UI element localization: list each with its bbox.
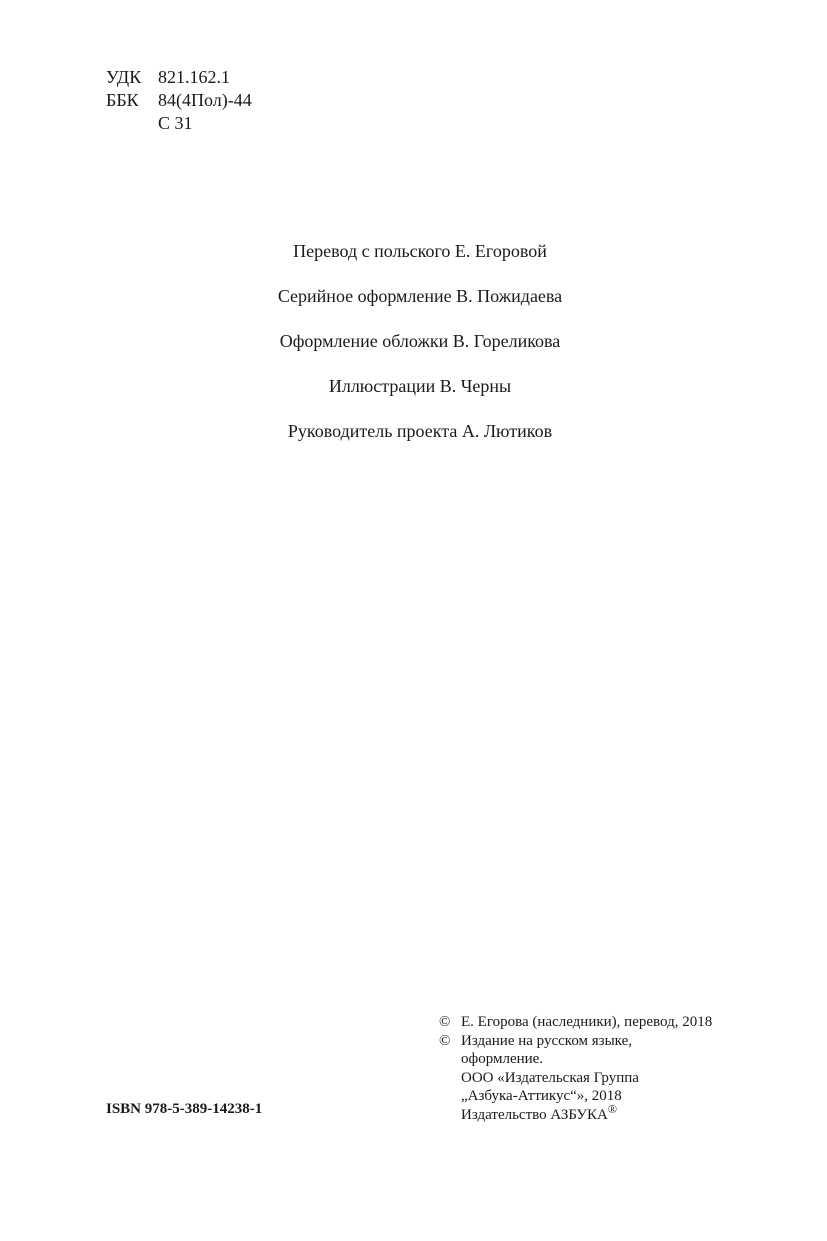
credits-block: [0, 238, 827, 463]
udk-label: УДК: [106, 67, 142, 87]
copyright-line: ООО «Издательская Группа: [461, 1069, 639, 1086]
bbk-row: [106, 89, 252, 112]
udk-value: 821.162.1: [158, 67, 230, 87]
copyright-line: „Азбука-Аттикус“», 2018: [461, 1088, 622, 1104]
copyright-line: Е. Егорова (наследники), перевод, 2018: [461, 1014, 713, 1030]
credit-cover-design: Оформление обложки В. Гореликова: [279, 331, 561, 351]
registered-mark-icon: ®: [607, 1101, 618, 1116]
classification-block: [106, 66, 252, 135]
copyright-edition: [439, 1032, 759, 1125]
copyright-icon: ©: [439, 1032, 451, 1049]
copyright-publisher-line: [461, 1101, 639, 1125]
copyright-line: оформление.: [461, 1051, 544, 1067]
copyright-line: Издание на русском языке,: [461, 1032, 632, 1049]
udk-row: [106, 66, 252, 89]
copyright-translation: [439, 1013, 759, 1032]
copyright-icon: ©: [439, 1014, 451, 1030]
isbn: ISBN 978-5-389-14238-1: [106, 1101, 263, 1117]
credit-project-lead: Руководитель проекта А. Лютиков: [287, 421, 553, 441]
credit-illustrations: Иллюстрации В. Черны: [328, 376, 512, 396]
credit-series-design: Серийное оформление В. Пожидаева: [277, 286, 563, 306]
copyright-block: [439, 1013, 759, 1124]
author-mark: С 31: [158, 113, 193, 133]
bbk-label: ББК: [106, 90, 139, 110]
author-mark-row: [106, 112, 252, 135]
credit-translator: Перевод с польского Е. Егоровой: [293, 241, 547, 261]
publisher-name: Издательство АЗБУКА: [461, 1106, 608, 1123]
bbk-value: 84(4Пол)-44: [158, 90, 252, 110]
